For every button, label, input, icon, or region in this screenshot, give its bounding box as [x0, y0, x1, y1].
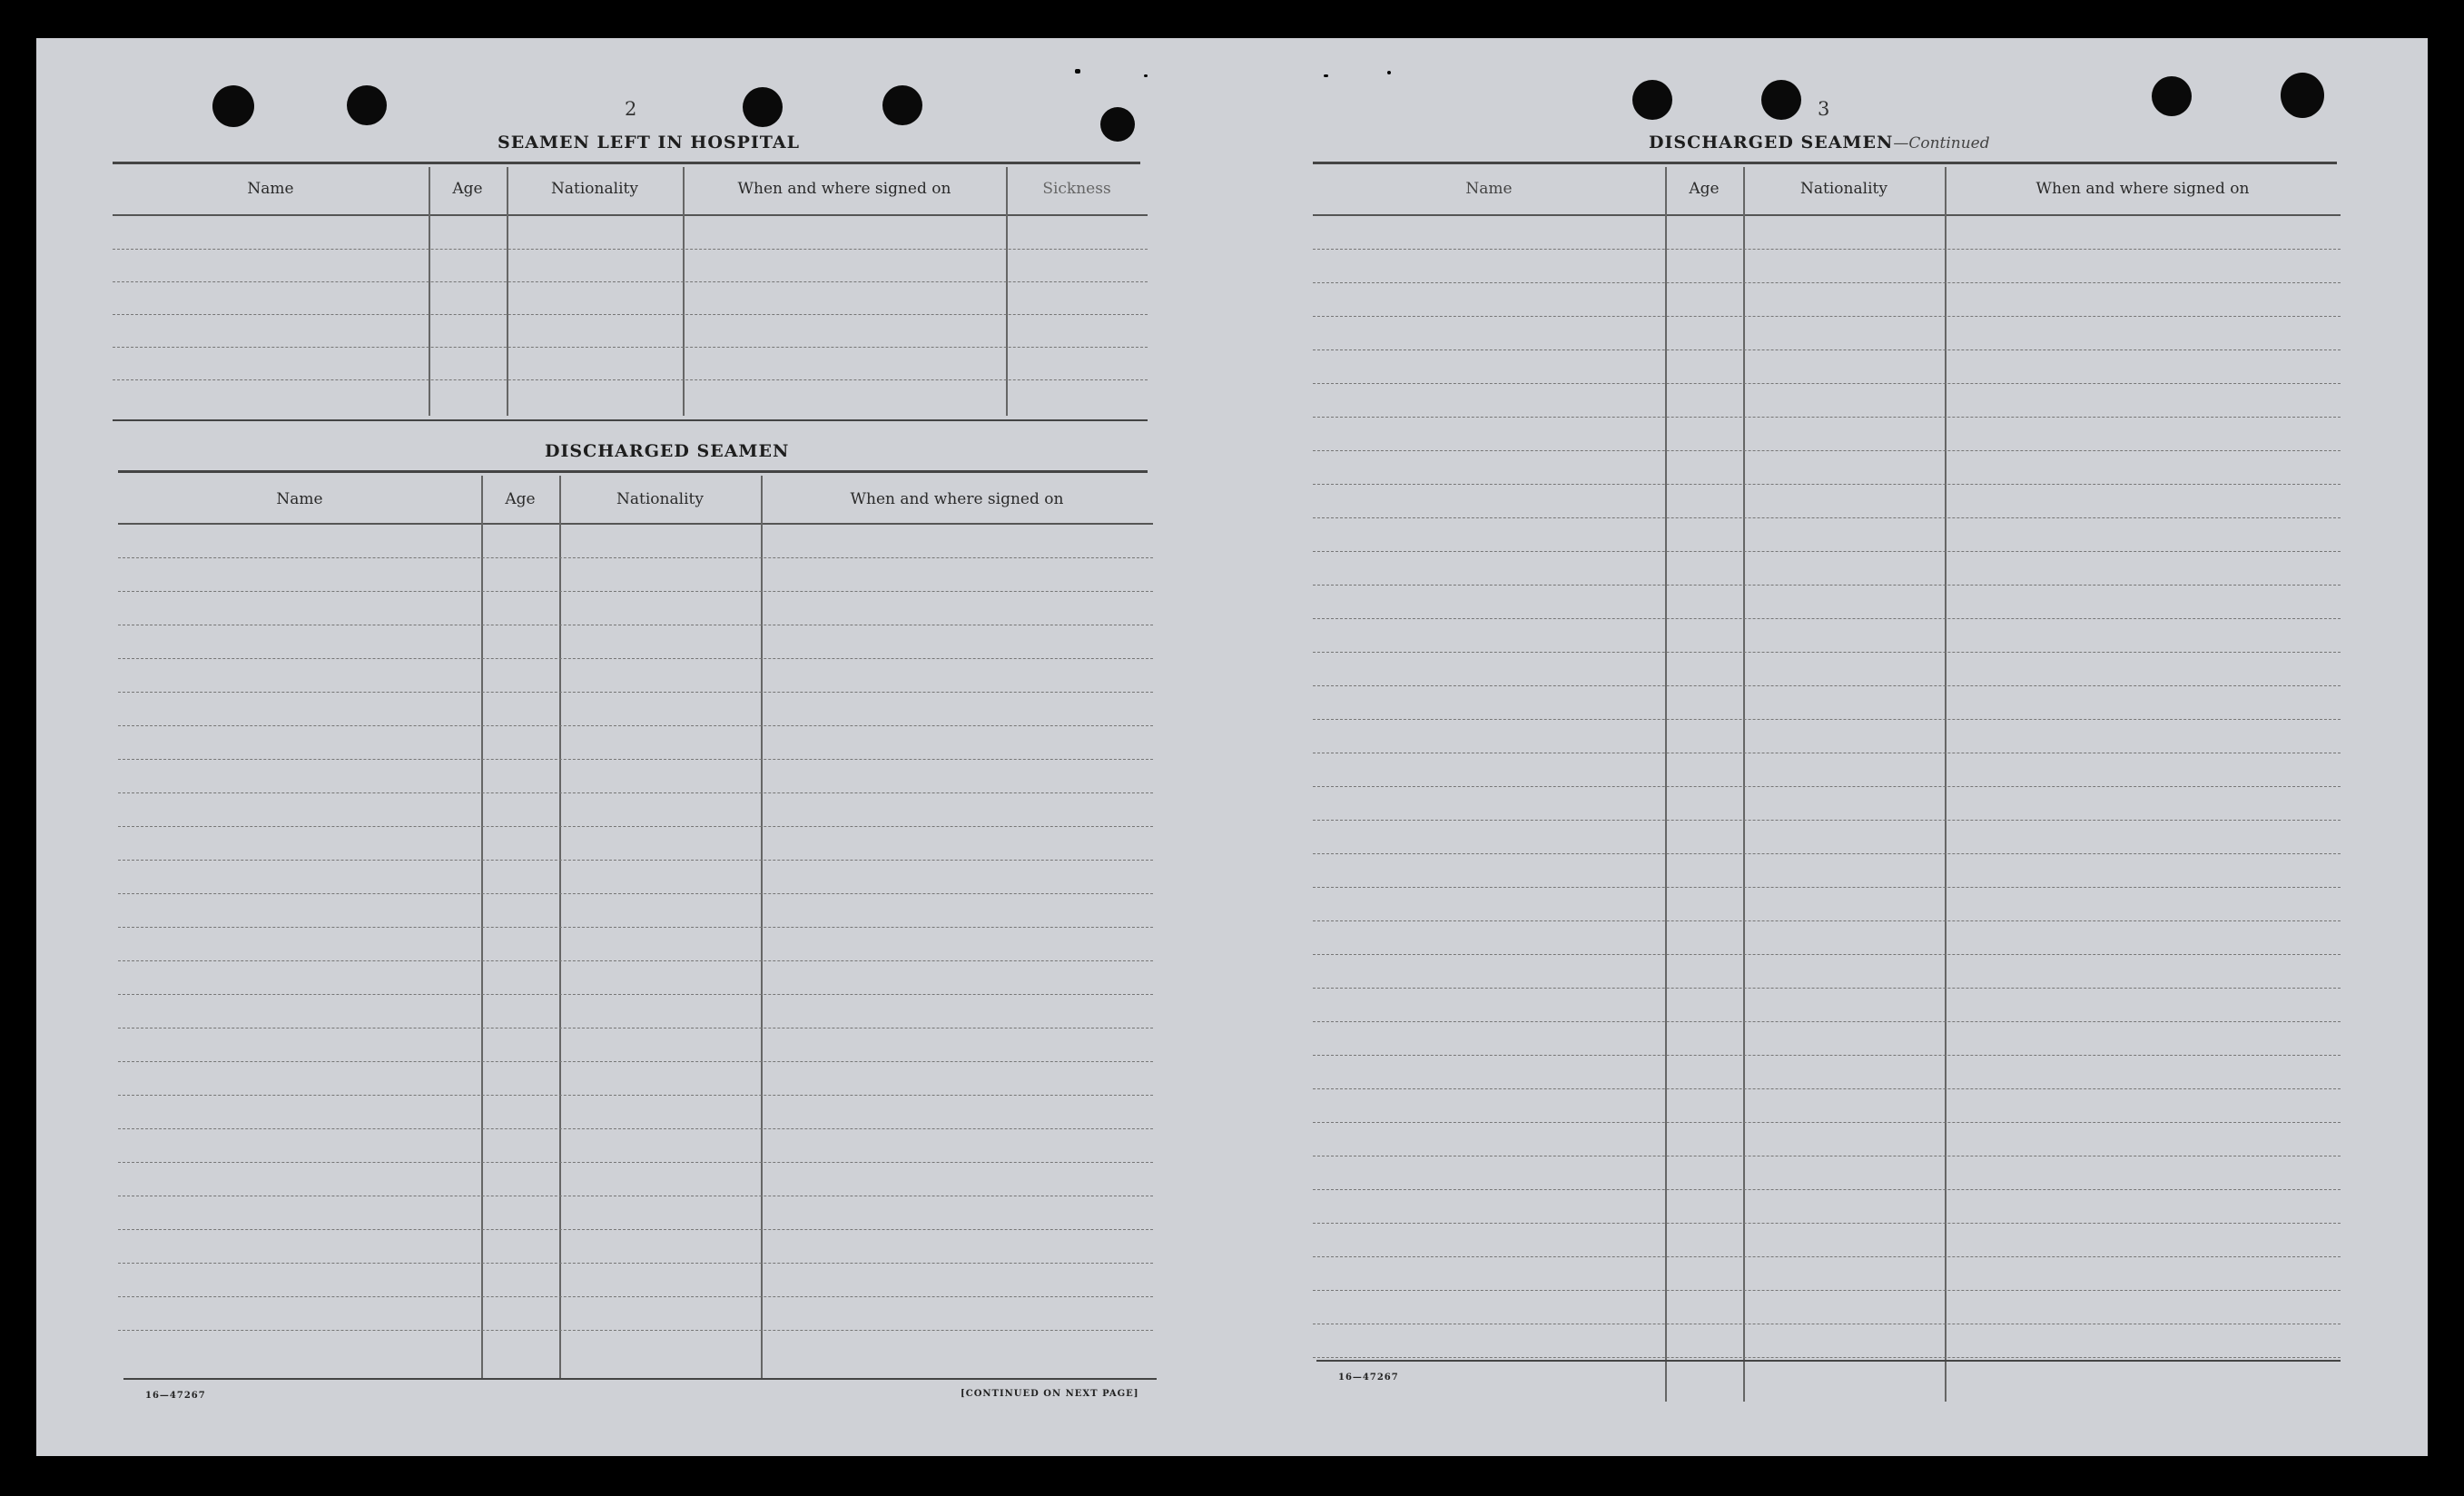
- table-row: [1313, 1122, 2341, 1123]
- form-number-left: 16—47267: [145, 1391, 206, 1401]
- table-row: [1313, 417, 2341, 418]
- table-row: [1313, 954, 2341, 955]
- discharged-section-title: DISCHARGED SEAMEN: [545, 441, 790, 461]
- form-number-right: 16—47267: [1338, 1373, 1399, 1383]
- punch-hole: [882, 85, 922, 125]
- table-row: [1313, 383, 2341, 384]
- table-row: [118, 994, 1153, 995]
- column-header-name: Name: [1465, 180, 1513, 198]
- table-row: [118, 860, 1153, 861]
- table-row: [1313, 618, 2341, 619]
- table-row: [118, 658, 1153, 659]
- punch-hole: [1632, 80, 1672, 120]
- column-divider: [683, 167, 685, 416]
- title-main: DISCHARGED SEAMEN: [1649, 133, 1894, 153]
- hospital-table: [113, 167, 1148, 421]
- title-continued: —Continued: [1893, 134, 1990, 153]
- column-header-signed-on: When and where signed on: [850, 490, 1064, 508]
- punch-hole: [1761, 80, 1801, 120]
- table-row: [1313, 786, 2341, 787]
- table-row: [118, 1330, 1153, 1331]
- table-row: [118, 792, 1153, 793]
- table-row: [1313, 585, 2341, 586]
- table-row: [1313, 887, 2341, 888]
- table-row: [1313, 1357, 2341, 1358]
- column-header-signed-on: When and where signed on: [737, 180, 951, 198]
- table-row: [1313, 920, 2341, 921]
- title-rule: [118, 470, 1148, 473]
- table-row: [118, 1128, 1153, 1129]
- column-header-sickness: Sickness: [1042, 180, 1111, 198]
- table-row: [1313, 1055, 2341, 1056]
- table-row: [1313, 988, 2341, 989]
- table-row: [1313, 316, 2341, 317]
- manifest-sheet: [36, 38, 2428, 1456]
- table-row: [118, 591, 1153, 592]
- table-row: [1313, 853, 2341, 854]
- discharged-continued-table: [1313, 167, 2341, 1405]
- table-row: [118, 1229, 1153, 1230]
- page-number-right: 3: [1818, 98, 1830, 120]
- table-row: [118, 1263, 1153, 1264]
- table-row: [1313, 719, 2341, 720]
- table-row: [118, 1095, 1153, 1096]
- column-header-age: Age: [452, 180, 483, 198]
- table-row: [118, 725, 1153, 726]
- table-row: [1313, 1189, 2341, 1190]
- table-row: [1313, 685, 2341, 686]
- table-row: [118, 893, 1153, 894]
- title-rule: [113, 162, 1140, 164]
- punch-hole: [212, 85, 254, 127]
- ink-mark: [1075, 69, 1080, 74]
- column-header-name: Name: [276, 490, 323, 508]
- table-row: [113, 314, 1148, 315]
- column-header-age: Age: [505, 490, 536, 508]
- column-header-nationality: Nationality: [1800, 180, 1887, 198]
- table-row: [113, 347, 1148, 348]
- ink-mark: [1144, 74, 1148, 77]
- column-header-signed-on: When and where signed on: [2035, 180, 2250, 198]
- table-end-rule: [1316, 1360, 2341, 1362]
- table-row: [1313, 1088, 2341, 1089]
- table-row: [1313, 450, 2341, 451]
- column-divider: [1006, 167, 1008, 416]
- table-row: [118, 692, 1153, 693]
- table-row: [118, 1061, 1153, 1062]
- punch-hole: [2152, 76, 2192, 116]
- column-header-name: Name: [247, 180, 294, 198]
- continued-note: [CONTINUED ON NEXT PAGE]: [961, 1389, 1139, 1399]
- table-row: [113, 249, 1148, 250]
- table-row: [118, 826, 1153, 827]
- table-row: [1313, 282, 2341, 283]
- table-row: [1313, 349, 2341, 350]
- punch-hole: [2281, 73, 2324, 118]
- column-header-nationality: Nationality: [551, 180, 638, 198]
- column-header-age: Age: [1689, 180, 1720, 198]
- column-divider: [1945, 167, 1947, 1402]
- column-divider: [1743, 167, 1745, 1402]
- table-row: [1313, 551, 2341, 552]
- table-end-rule: [113, 419, 1148, 421]
- table-row: [118, 557, 1153, 558]
- table-row: [1313, 1223, 2341, 1224]
- ink-mark: [1324, 74, 1328, 77]
- ink-mark: [1387, 71, 1391, 74]
- table-row: [118, 1296, 1153, 1297]
- column-divider: [507, 167, 508, 416]
- title-rule: [1313, 162, 2337, 164]
- table-row: [1313, 1256, 2341, 1257]
- table-row: [118, 1162, 1153, 1163]
- table-row: [1313, 1290, 2341, 1291]
- column-header-nationality: Nationality: [616, 490, 704, 508]
- table-row: [1313, 1021, 2341, 1022]
- table-row: [1313, 484, 2341, 485]
- table-row: [113, 281, 1148, 282]
- table-row: [1313, 652, 2341, 653]
- discharged-table: [118, 476, 1153, 1383]
- table-row: [1313, 517, 2341, 518]
- punch-hole: [743, 87, 783, 127]
- column-divider: [1665, 167, 1667, 1402]
- table-row: [118, 960, 1153, 961]
- page-number-left: 2: [625, 98, 637, 120]
- punch-hole: [347, 85, 387, 125]
- column-divider: [429, 167, 430, 416]
- table-row: [113, 379, 1148, 380]
- table-end-rule: [123, 1378, 1157, 1380]
- punch-hole: [1100, 107, 1135, 142]
- hospital-section-title: SEAMEN LEFT IN HOSPITAL: [498, 133, 800, 153]
- table-row: [1313, 820, 2341, 821]
- discharged-continued-title: [1649, 133, 1990, 153]
- table-row: [118, 927, 1153, 928]
- table-row: [118, 759, 1153, 760]
- table-row: [1313, 249, 2341, 250]
